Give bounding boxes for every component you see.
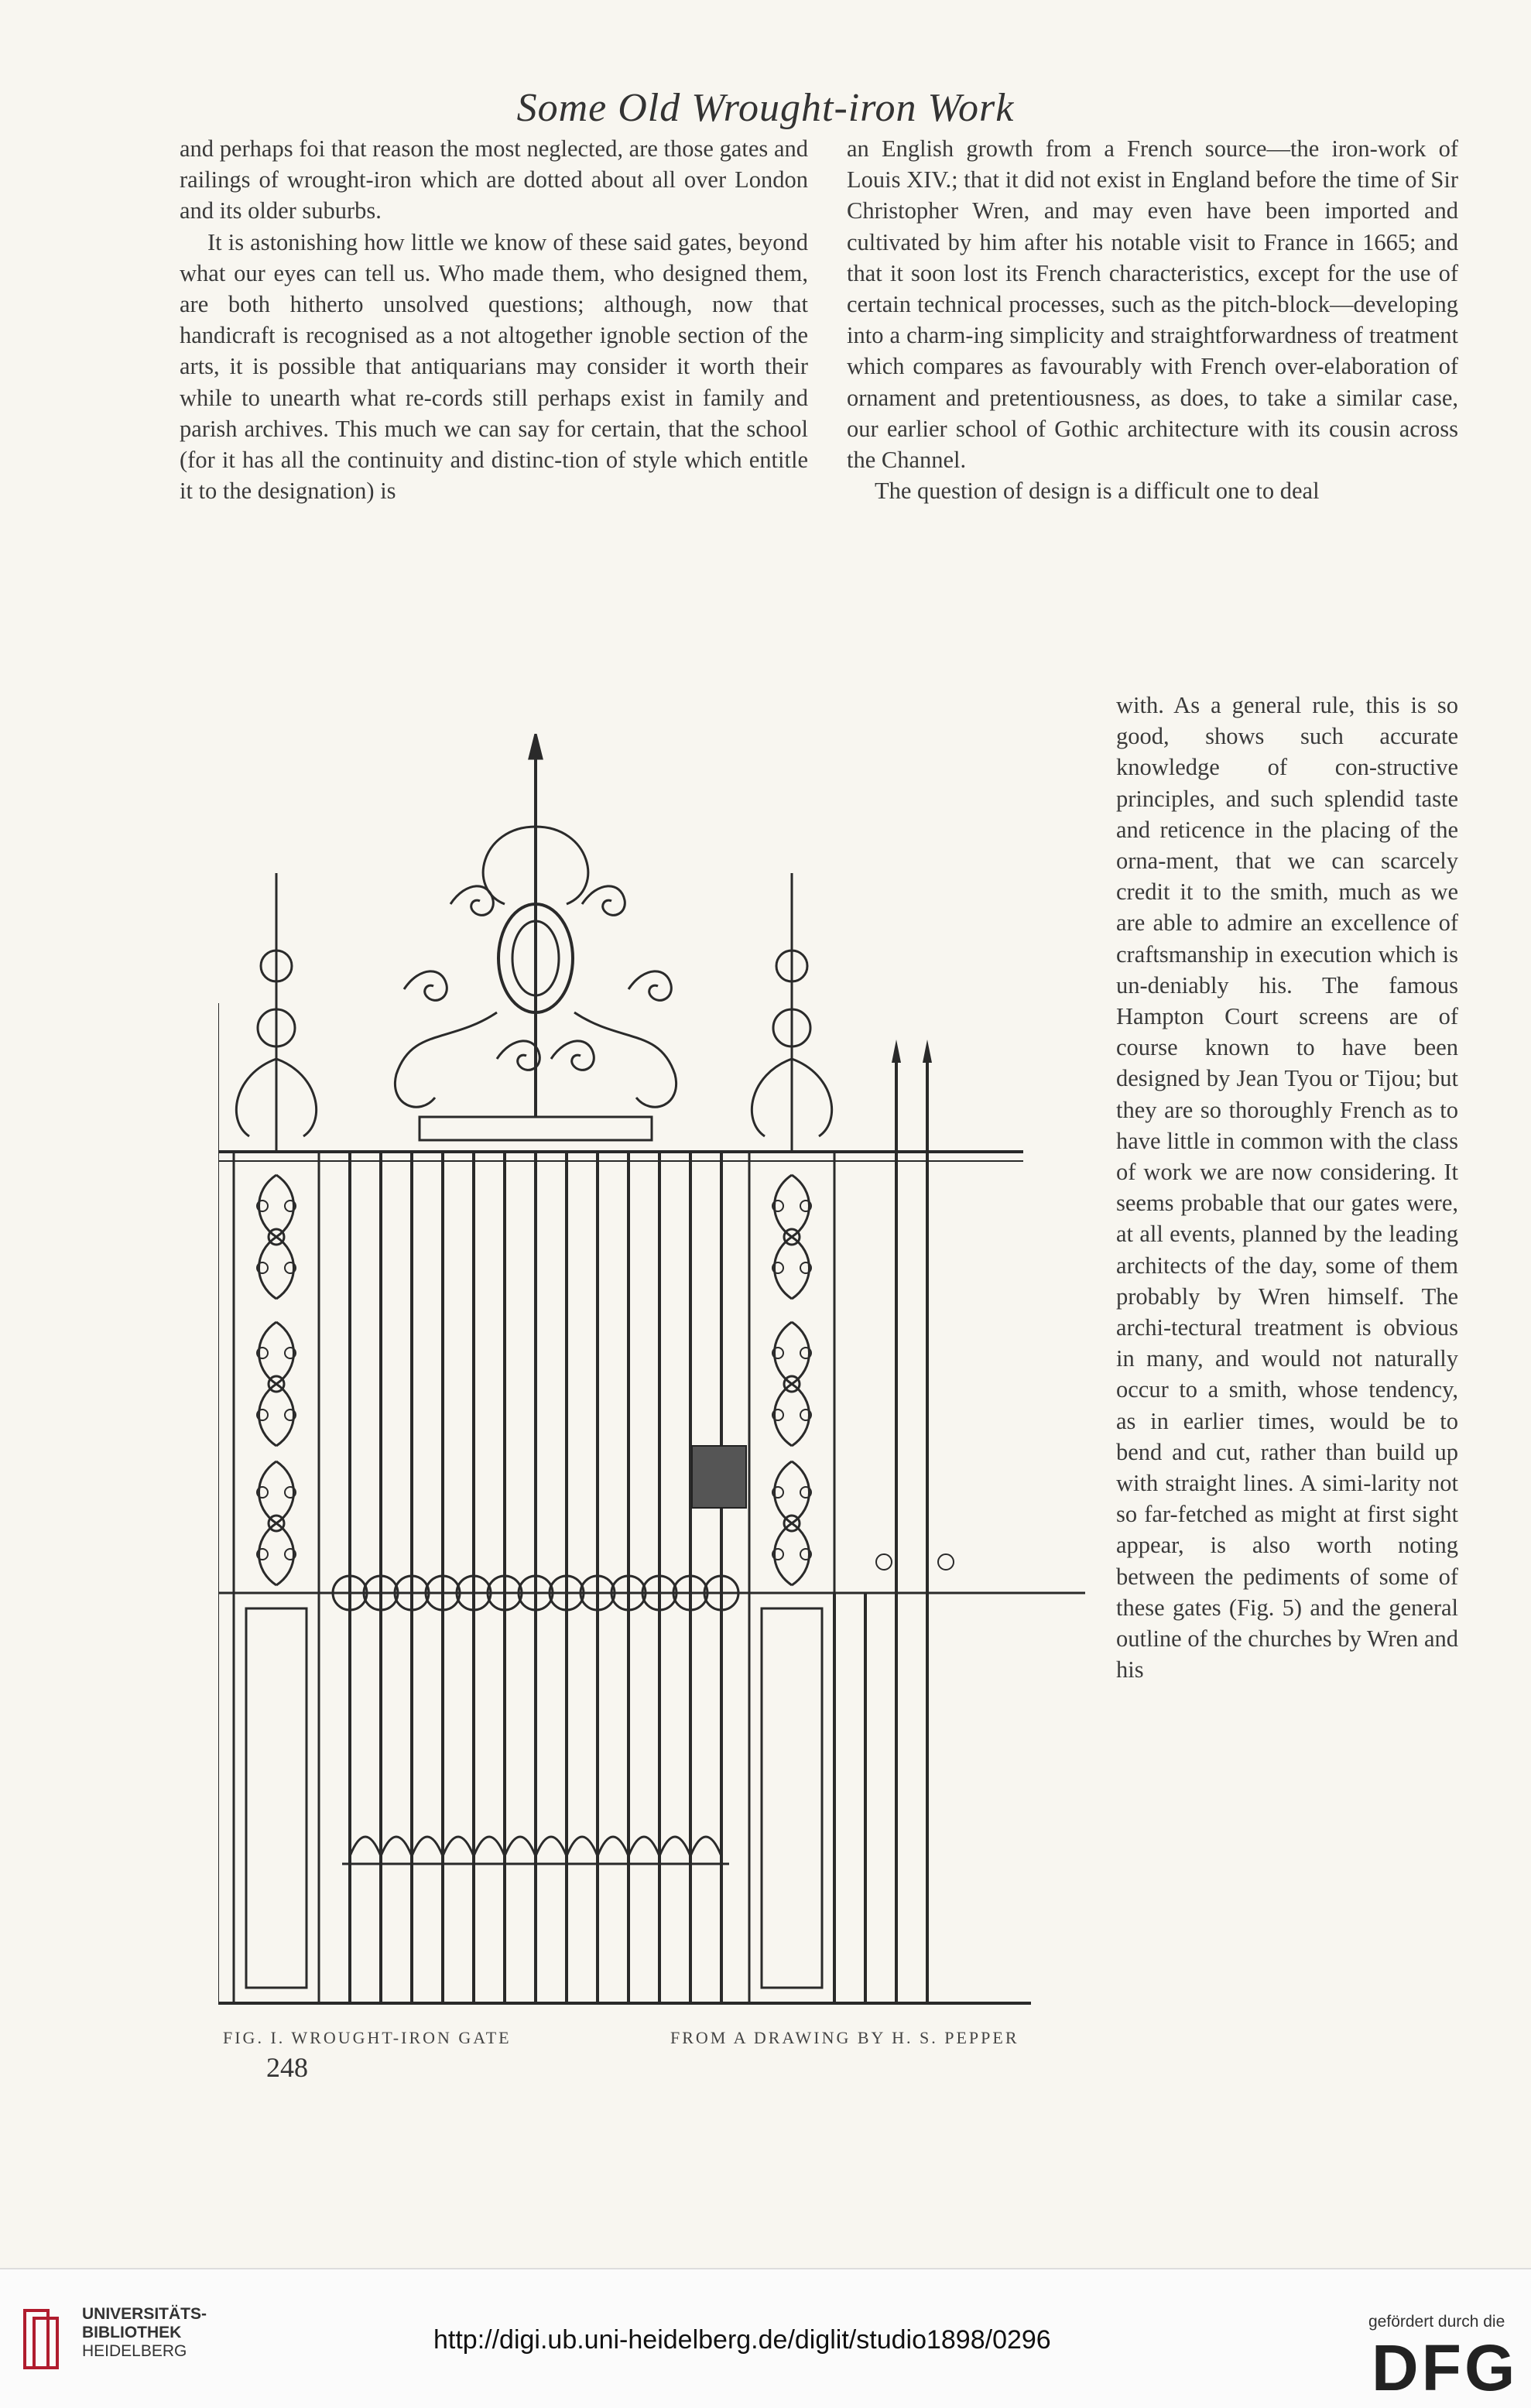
funded-by-label: gefördert durch die bbox=[1368, 2313, 1505, 2331]
library-name-line2: BIBLIOTHEK bbox=[82, 2324, 182, 2341]
wrought-iron-gate-illustration bbox=[218, 734, 1085, 2011]
source-url-link[interactable]: http://digi.ub.uni-heidelberg.de/diglit/studio1898/0296 bbox=[433, 2325, 1051, 2355]
running-title: Some Old Wrought-iron Work bbox=[516, 86, 1015, 130]
right-paragraph-1: an English growth from a French source—the iron-work of Louis XIV.; that it did not exist in England before the time of Sir Christopher Wren, and may even have been imported and cultivated by him after his notable visit to France in 1665; and that it soon lost its French characteristics, except for the use of certain technical processes, such as the pitch-block—developing into a charm-ing simplicity and straightforwardness of treatment which compares as favourably with French over-elaboration of ornament and pretentiousness, as does, to take a similar case, our earlier school of Gothic architecture with its cousin across the Channel. bbox=[847, 135, 1458, 474]
left-pier bbox=[234, 1152, 319, 2003]
page-number: 248 bbox=[266, 2052, 308, 2083]
left-paragraph-1: and perhaps foi that reason the most neglected, are those gates and railings of wrought-iron which are dotted about all over London and its older suburbs. bbox=[180, 135, 808, 224]
footer-bar bbox=[0, 2268, 1531, 2408]
gate-lock bbox=[692, 1446, 746, 1508]
overthrow bbox=[395, 734, 676, 1140]
side-railing bbox=[834, 1040, 954, 2003]
wrap-column bbox=[1116, 690, 1458, 1686]
dfg-logo: DFG bbox=[1372, 2331, 1519, 2404]
right-pier bbox=[749, 1152, 834, 2003]
library-name-line1: UNIVERSITÄTS- bbox=[82, 2305, 207, 2323]
figure-caption-left: FIG. I. WROUGHT-IRON GATE bbox=[223, 2028, 512, 2047]
wrap-paragraph: with. As a general rule, this is so good, shows such accurate knowledge of con-structive principles, and such splendid taste and reticence in the placing of the orna-ment, that we can scarcely credit it to the smith, much as we are able to admire an excellence of craftsmanship in execution which is un-deniably his. The famous Hampton Court screens are of course known to have been designed by Jean Tyou or Tijou; but they are so thoroughly French as to have little in common with the class of work we are now considering. It seems probable that our gates were, at all events, planned by the leading architects of the day, some of them probably by Wren himself. The archi-tectural treatment is obvious in many, and would not naturally occur to a smith, whose tendency, as in earlier times, would be to bend and cut, rather than build up with straight lines. A simi-larity not so far-fetched as might at first sight appear, is also worth noting between the pediments of some of these gates (Fig. 5) and the general outline of the churches by Wren and his bbox=[1116, 692, 1459, 1684]
library-name-line3: HEIDELBERG bbox=[82, 2342, 187, 2360]
right-paragraph-2: The question of design is a difficult one to deal bbox=[875, 478, 1320, 505]
figure-caption-right: FROM A DRAWING BY H. S. PEPPER bbox=[670, 2028, 1019, 2047]
left-paragraph-2: It is astonishing how little we know of these said gates, beyond what our eyes can tell us. Who made them, who designed them, are both hitherto unsolved questions; although, now that handicraft is recognised as a not altogether ignoble section of the arts, it is possible that antiquarians may consider it worth their while to unearth what re-cords still perhaps exist in family and parish archives. This much we can say for certain, that the school (for it has all the continuity and distinc-tion of style which entitle it to the designation) is bbox=[180, 228, 808, 505]
library-logo-icon bbox=[19, 2304, 65, 2374]
right-column bbox=[847, 133, 1458, 506]
left-column bbox=[180, 133, 808, 506]
